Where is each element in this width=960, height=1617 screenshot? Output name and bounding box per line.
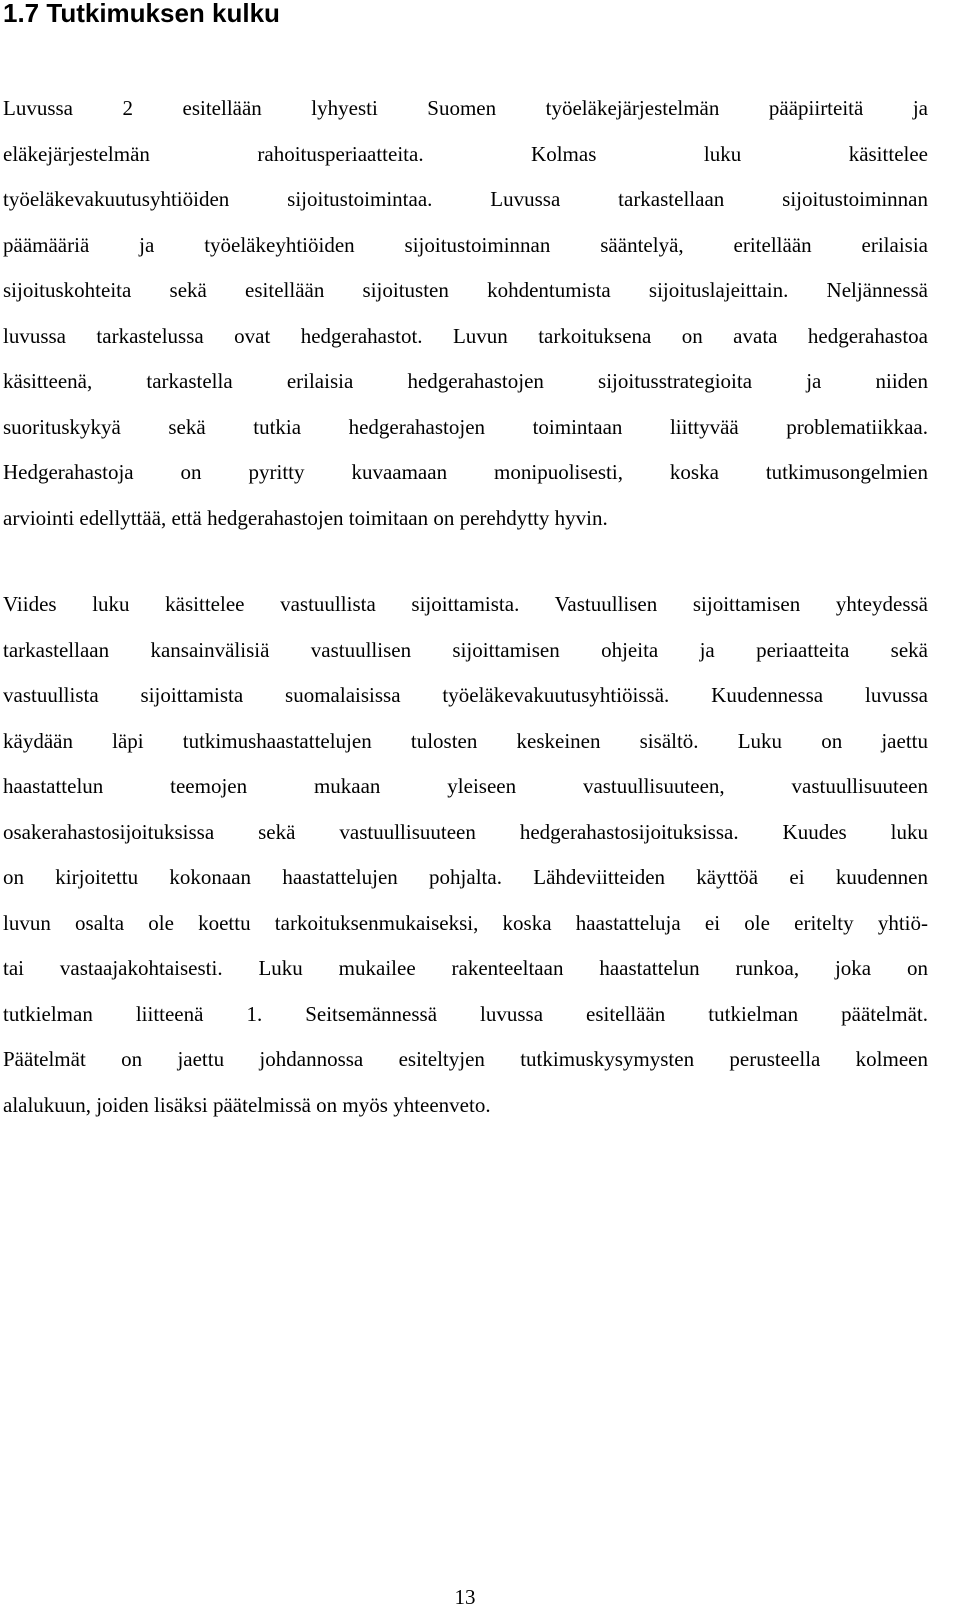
text-line: alalukuun, joiden lisäksi päätelmissä on myös yhteenveto.: [3, 1092, 491, 1117]
text-line: Hedgerahastoja on pyritty kuvaamaan monipuolisesti, koska tutkimusongelmien: [3, 460, 928, 484]
text-line: haastattelun teemojen mukaan yleiseen vastuullisuuteen, vastuullisuuteen: [3, 774, 928, 798]
text-line: työeläkevakuutusyhtiöiden sijoitustoimintaa. Luvussa tarkastellaan sijoitustoiminnan: [3, 187, 928, 211]
text-line: tarkastellaan kansainvälisiä vastuullisen sijoittamisen ohjeita ja periaatteita sekä: [3, 637, 928, 662]
text-line: suorituskykyä sekä tutkia hedgerahastojen toimintaan liittyvää problematiikkaa.: [3, 414, 928, 439]
text-line: eläkejärjestelmän rahoitusperiaatteita. Kolmas luku käsittelee: [3, 141, 928, 166]
text-line: tutkielman liitteenä 1. Seitsemännessä luvussa esitellään tutkielman päätelmät.: [3, 1001, 928, 1026]
text-line: päämääriä ja työeläkeyhtiöiden sijoitustoiminnan sääntelyä, eritellään erilaisia: [3, 232, 928, 257]
text-line: luvussa tarkastelussa ovat hedgerahastot. Luvun tarkoituksena on avata hedgerahastoa: [3, 323, 928, 348]
paragraph-chapter-overview: [3, 86, 928, 541]
text-line: Luvussa 2 esitellään lyhyesti Suomen työeläkejärjestelmän pääpiirteitä ja: [3, 96, 928, 120]
text-line: arviointi edellyttää, että hedgerahastojen toimitaan on perehdytty hyvin.: [3, 505, 608, 530]
text-line: sijoituskohteita sekä esitellään sijoitusten kohdentumista sijoituslajeittain. Neljännessä: [3, 278, 928, 302]
text-line: Viides luku käsittelee vastuullista sijoittamista. Vastuullisen sijoittamisen yhteydessä: [3, 592, 928, 616]
text-line: tai vastaajakohtaisesti. Luku mukailee rakenteeltaan haastattelun runkoa, joka on: [3, 956, 928, 980]
text-line: Päätelmät on jaettu johdannossa esiteltyjen tutkimuskysymysten perusteella kolmeen: [3, 1047, 928, 1071]
text-line: osakerahastosijoituksissa sekä vastuullisuuteen hedgerahastosijoituksissa. Kuudes luku: [3, 819, 928, 844]
text-line: luvun osalta ole koettu tarkoituksenmukaiseksi, koska haastatteluja ei ole eritelty yhtiö-: [3, 910, 928, 935]
text-line: käsitteenä, tarkastella erilaisia hedgerahastojen sijoitusstrategioita ja niiden: [3, 369, 928, 393]
text-line: on kirjoitettu kokonaan haastattelujen pohjalta. Lähdeviitteiden käyttöä ei kuudennen: [3, 865, 928, 889]
paragraph-chapter-outline: [3, 582, 928, 1128]
text-line: käydään läpi tutkimushaastattelujen tulosten keskeinen sisältö. Luku on jaettu: [3, 728, 928, 753]
section-heading: 1.7 Tutkimuksen kulku: [3, 0, 280, 28]
text-line: vastuullista sijoittamista suomalaisissa työeläkevakuutusyhtiöissä. Kuudennessa luvussa: [3, 683, 928, 707]
page-number: 13: [454, 1585, 476, 1609]
